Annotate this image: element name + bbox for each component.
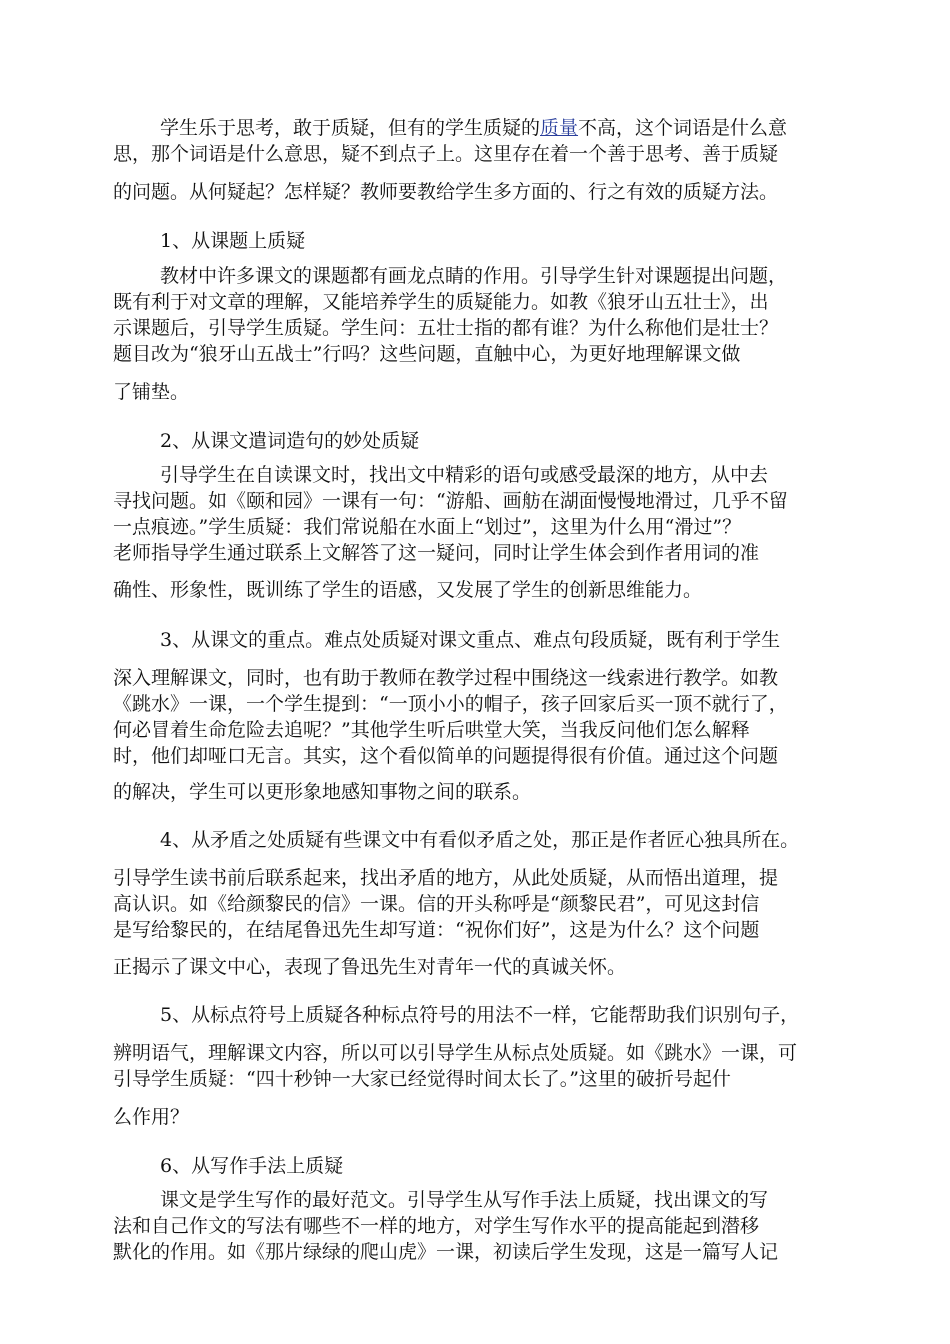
paragraph-line: 辨明语气，理解课文内容，所以可以引导学生从标点处质疑。如《跳水》一课，可 [113, 1042, 798, 1064]
paragraph-line: 的问题。从何疑起？怎样疑？教师要教给学生多方面的、行之有效的质疑方法。 [113, 181, 779, 203]
paragraph-line: 引导学生读书前后联系起来，找出矛盾的地方，从此处质疑，从而悟出道理，提 [113, 867, 779, 889]
section-heading: 6、从写作手法上质疑 [160, 1155, 344, 1177]
section-heading: 4、从矛盾之处质疑有些课文中有看似矛盾之处，那正是作者匠心独具所在。 [160, 829, 800, 851]
paragraph-line: 深入理解课文，同时，也有助于教师在教学过程中围绕这一线索进行教学。如教 [113, 667, 779, 689]
section-heading: 2、从课文遣词造句的妙处质疑 [160, 430, 420, 452]
paragraph-line: 引导学生在自读课文时，找出文中精彩的语句或感受最深的地方，从中去 [160, 464, 769, 486]
inline-link[interactable]: 质量 [540, 117, 579, 139]
text-segment: 不高，这个词语是什么意 [578, 117, 788, 139]
section-heading: 5、从标点符号上质疑各种标点符号的用法不一样，它能帮助我们识别句子， [160, 1004, 800, 1026]
paragraph-line: 默化的作用。如《那片绿绿的爬山虎》一课，初读后学生发现，这是一篇写人记 [113, 1241, 779, 1263]
paragraph-line: 一点痕迹。”学生质疑：我们常说船在水面上“划过”，这里为什么用“滑过”？ [113, 516, 742, 538]
paragraph-line: 示课题后，引导学生质疑。学生问：五壮士指的都有谁？为什么称他们是壮士？ [113, 317, 779, 339]
text-segment: 学生乐于思考，敢于质疑，但有的学生质疑的 [160, 117, 541, 139]
section-heading: 3、从课文的重点。难点处质疑对课文重点、难点句段质疑，既有利于学生 [160, 629, 781, 651]
paragraph-line: 么作用？ [113, 1106, 190, 1128]
paragraph-line: 题目改为“狼牙山五战士”行吗？这些问题，直触中心，为更好地理解课文做 [113, 343, 741, 365]
paragraph-line: 正揭示了课文中心，表现了鲁迅先生对青年一代的真诚关怀。 [113, 956, 627, 978]
paragraph-line: 是写给黎民的，在结尾鲁迅先生却写道：“祝你们好”，这是为什么？这个问题 [113, 919, 760, 941]
paragraph-line: 既有利于对文章的理解，又能培养学生的质疑能力。如教《狼牙山五壮士》，出 [113, 291, 769, 313]
paragraph-line: 法和自己作文的写法有哪些不一样的地方，对学生写作水平的提高能起到潜移 [113, 1215, 760, 1237]
paragraph-line: 教材中许多课文的课题都有画龙点睛的作用。引导学生针对课题提出问题， [160, 265, 788, 287]
paragraph-line: 时，他们却哑口无言。其实，这个看似简单的问题提得很有价值。通过这个问题 [113, 745, 779, 767]
paragraph-line: 确性、形象性，既训练了学生的语感，又发展了学生的创新思维能力。 [113, 579, 703, 601]
paragraph-line: 引导学生质疑：“四十秒钟一大家已经觉得时间太长了。”这里的破折号起什 [113, 1068, 731, 1090]
paragraph-line [160, 116, 868, 140]
paragraph-line: 高认识。如《给颜黎民的信》一课。信的开头称呼是“颜黎民君”，可见这封信 [113, 893, 760, 915]
paragraph-line: 《跳水》一课，一个学生提到：“一顶小小的帽子，孩子回家后买一顶不就行了， [113, 693, 788, 715]
paragraph-line: 课文是学生写作的最好范文。引导学生从写作手法上质疑，找出课文的写 [160, 1189, 769, 1211]
paragraph-line: 何必冒着生命危险去追呢？”其他学生听后哄堂大笑，当我反问他们怎么解释 [113, 719, 750, 741]
paragraph-line: 寻找问题。如《颐和园》一课有一句：“游船、画舫在湖面慢慢地滑过，几乎不留 [113, 490, 788, 512]
paragraph-line: 老师指导学生通过联系上文解答了这一疑问，同时让学生体会到作者用词的准 [113, 542, 760, 564]
section-heading: 1、从课题上质疑 [160, 230, 306, 252]
paragraph-line: 了铺垫。 [113, 381, 190, 403]
paragraph-line: 的解决，学生可以更形象地感知事物之间的联系。 [113, 781, 532, 803]
paragraph-line: 思，那个词语是什么意思，疑不到点子上。这里存在着一个善于思考、善于质疑 [113, 143, 779, 165]
